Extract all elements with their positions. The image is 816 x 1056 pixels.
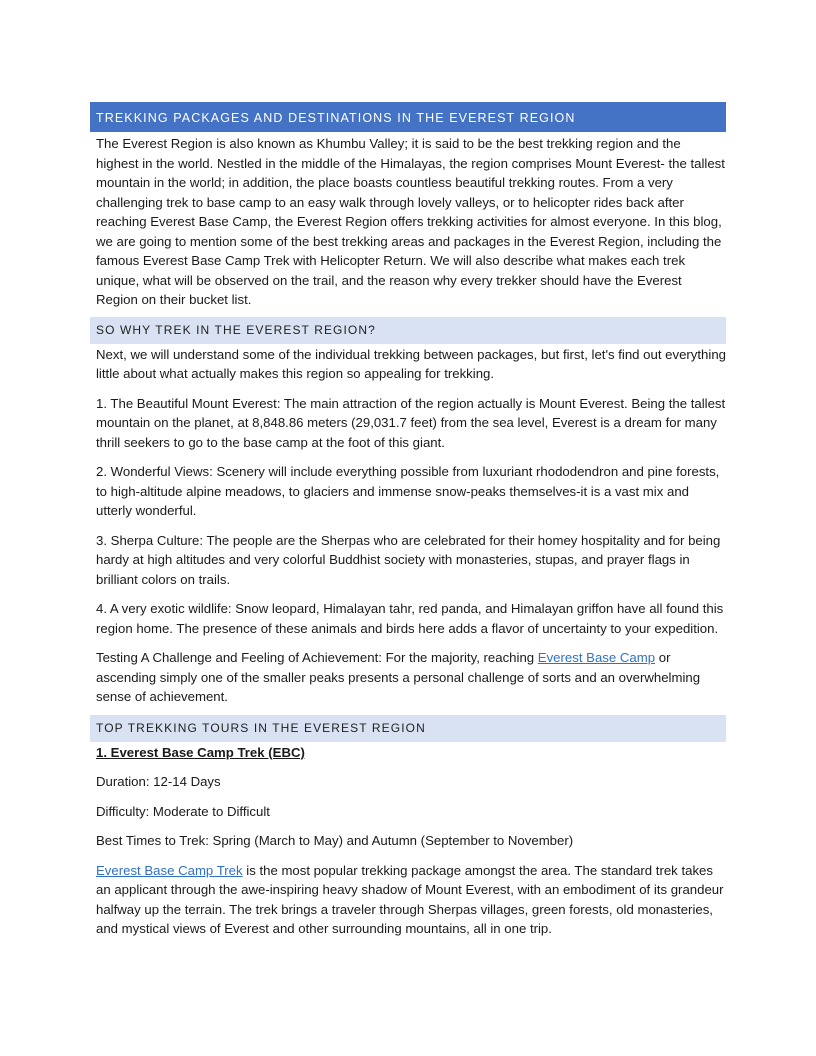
reason-views: 2. Wonderful Views: Scenery will include everything possible from luxuriant rhododendron and pine forests, to high-altitude alpine meadows, to glaciers and immense snow-peaks themselves-it is a vast mix and utterly wonderful. — [96, 464, 720, 518]
heading-trekking-packages: TREKKING PACKAGES AND DESTINATIONS IN THE EVEREST REGION — [90, 102, 726, 132]
document-content — [90, 102, 726, 939]
reason-mount-everest: 1. The Beautiful Mount Everest: The main attraction of the region actually is Mount Everest. Being the tallest mountain on the planet, at 8,848.86 meters (29,031.7 feet) from the sea level, Everest is a dream for many thrill seekers to go to the base camp at the foot of this giant. — [96, 395, 726, 450]
ebc-trek-link[interactable]: Everest Base Camp Trek — [96, 862, 243, 878]
ebc-description — [90, 861, 726, 939]
ebc-duration: Duration: 12-14 Days — [96, 774, 221, 789]
heading-why-trek: SO WHY TREK IN THE EVEREST REGION? — [90, 317, 726, 344]
heading-top-tours: TOP TREKKING TOURS IN THE EVEREST REGION — [90, 715, 726, 742]
ebc-description-text: is the most popular trekking package amongst the area. The standard trek takes an applicant through the awe-inspiring heavy shadow of Mount Everest, with an embodiment of its grandeur halfway up the terrain. The trek brings a traveler through Sherpas villages, green forests, old monasteries, and mystical views of Everest and other surrounding mountains, all in one trip. — [96, 862, 724, 936]
ebc-title: 1. Everest Base Camp Trek (EBC) — [96, 744, 305, 760]
ebc-difficulty: Difficulty: Moderate to Difficult — [96, 803, 270, 819]
why-intro-paragraph: Next, we will understand some of the individual trekking between packages, but first, let's find out everything little about what actually makes this region so appealing for trekking. — [96, 346, 726, 381]
challenge-text-after: or ascending simply one of the smaller peaks presents a personal challenge of sorts and an overwhelming sense of achievement. — [96, 650, 701, 704]
intro-paragraph: The Everest Region is also known as Khumbu Valley; it is said to be the best trekking region and the highest in the world. Nestled in the middle of the Himalayas, the region comprises Mount Everest- the tallest mountain in the world; in addition, the place boasts countless beautiful trekking routes. From a very challenging trek to base camp to an easy walk through lovely valleys, or to helicopter rides back after reaching Everest Base Camp, the Everest Region offers trekking activities for almost everyone. In this blog, we are going to mention some of the best trekking areas and packages in the Everest Region, including the famous Everest Base Camp Trek with Helicopter Return. We will also describe what makes each trek unique, what will be observed on the trail, and the reason why every trekker should have the Everest Region on their bucket list. — [96, 136, 725, 307]
everest-base-camp-link[interactable]: Everest Base Camp — [537, 650, 656, 665]
challenge-paragraph — [90, 648, 726, 707]
ebc-best-times: Best Times to Trek: Spring (March to May) and Autumn (September to November) — [96, 833, 574, 848]
reason-sherpa-culture: 3. Sherpa Culture: The people are the Sherpas who are celebrated for their homey hospitality and for being hardy at high altitudes and very colorful Buddhist society with monasteries, stupas, and prayer flags in brilliant colors on trails. — [96, 532, 721, 587]
reason-wildlife: 4. A very exotic wildlife: Snow leopard, Himalayan tahr, red panda, and Himalayan griffon have all found this region home. The presence of these animals and birds here adds a flavor of uncertainty to your expedition. — [96, 601, 724, 636]
challenge-text-before: Testing A Challenge and Feeling of Achievement: For the majority, reaching — [96, 650, 538, 665]
